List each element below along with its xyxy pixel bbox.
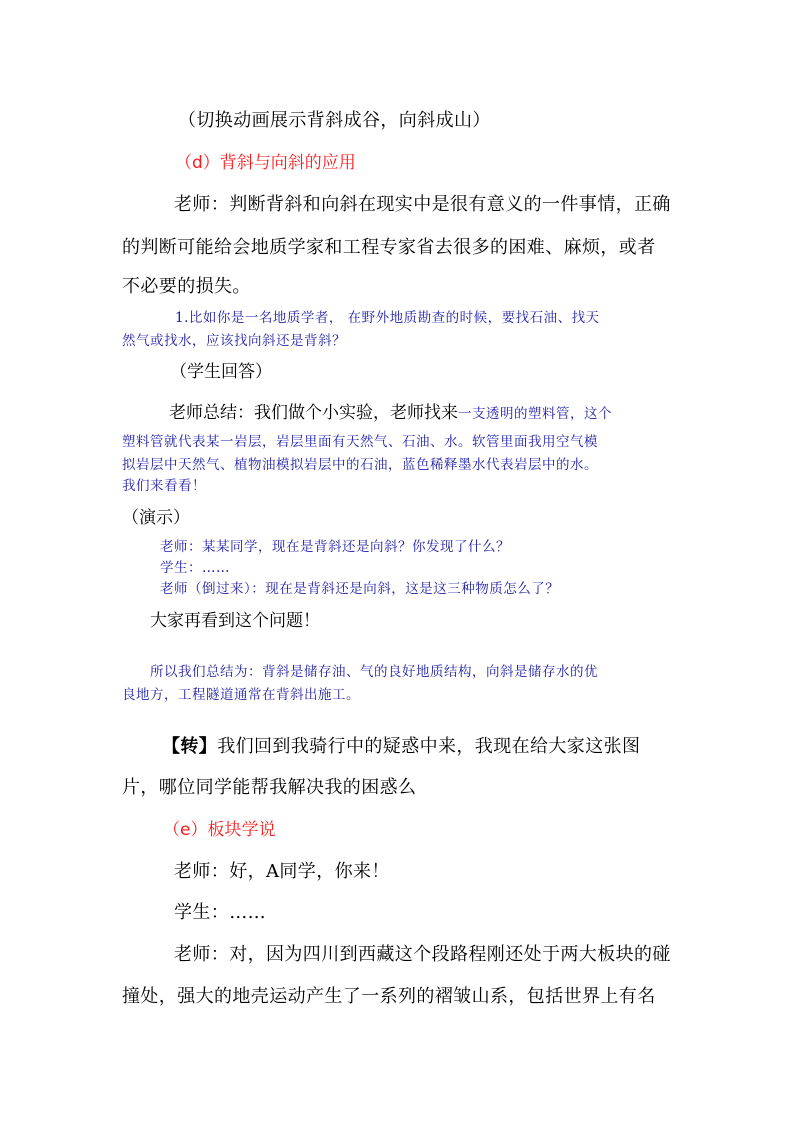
question-1-line-1: 1.比如你是一名地质学者， 在野外地质勘查的时候，要找石油、找天: [175, 310, 600, 326]
teacher-summary-blue-start: 一支透明的塑料管，这个: [458, 406, 612, 422]
dialog-student-reply: 学生：……: [160, 560, 230, 576]
student-reply-line: 学生：……: [174, 902, 266, 923]
turn-tag: 【转】: [162, 736, 218, 757]
demo-note: （演示）: [122, 508, 190, 528]
teacher-paragraph-1-line-2: 的判断可能给会地质学家和工程专家省去很多的困难、麻烦，或者: [122, 237, 656, 258]
dialog-teacher-question: 老师：某某同学，现在是背斜还是向斜？你发现了什么？: [160, 539, 510, 555]
teacher-summary-line-2: 塑料管就代表某一岩层，岩层里面有天然气、石油、水。软管里面我用空气模: [122, 434, 598, 450]
teacher-summary-line-3: 拟岩层中天然气、植物油模拟岩层中的石油，蓝色稀释墨水代表岩层中的水。: [122, 457, 598, 473]
teacher-paragraph-1-line-1: 老师：判断背斜和向斜在现实中是很有意义的一件事情，正确: [174, 194, 671, 215]
turn-paragraph-line-2: 片，哪位同学能帮我解决我的困惑么: [122, 777, 417, 798]
question-1-line-2: 然气或找水，应该找向斜还是背斜？: [122, 333, 346, 349]
teacher-paragraph-1-line-3: 不必要的损失。: [122, 276, 251, 297]
teacher-summary-prefix: 老师总结：我们做个小实验，老师找来: [169, 403, 458, 423]
turn-paragraph-line-1: [162, 732, 640, 758]
section-heading-d: （d）背斜与向斜的应用: [175, 153, 356, 173]
dialog-teacher-flip: 老师（倒过来）：现在是背斜还是向斜，这是这三种物质怎么了？: [160, 581, 560, 597]
teacher-invite-line: 老师：好，A同学，你来！: [174, 861, 390, 882]
teacher-paragraph-2-line-2: 撞处，强大的地壳运动产生了一系列的褶皱山系，包括世界上有名: [122, 986, 656, 1007]
section-heading-e: （e）板块学说: [163, 820, 276, 840]
teacher-summary-line-4: 我们来看看！: [122, 478, 206, 494]
animation-note: （切换动画展示背斜成谷，向斜成山）: [178, 110, 491, 131]
student-answer-note: （学生回答）: [170, 362, 272, 382]
conclusion-line-1: 所以我们总结为：背斜是储存油、气的良好地质结构，向斜是储存水的优: [150, 664, 598, 680]
look-again-line: 大家再看到这个问题！: [150, 611, 320, 631]
conclusion-line-2: 良地方，工程隧道通常在背斜出施工。: [122, 687, 360, 703]
turn-text: 我们回到我骑行中的疑惑中来，我现在给大家这张图: [217, 736, 641, 757]
teacher-summary-line-1: [169, 398, 612, 423]
teacher-paragraph-2-line-1: 老师：对，因为四川到西藏这个段路程刚还处于两大板块的碰: [174, 944, 671, 965]
